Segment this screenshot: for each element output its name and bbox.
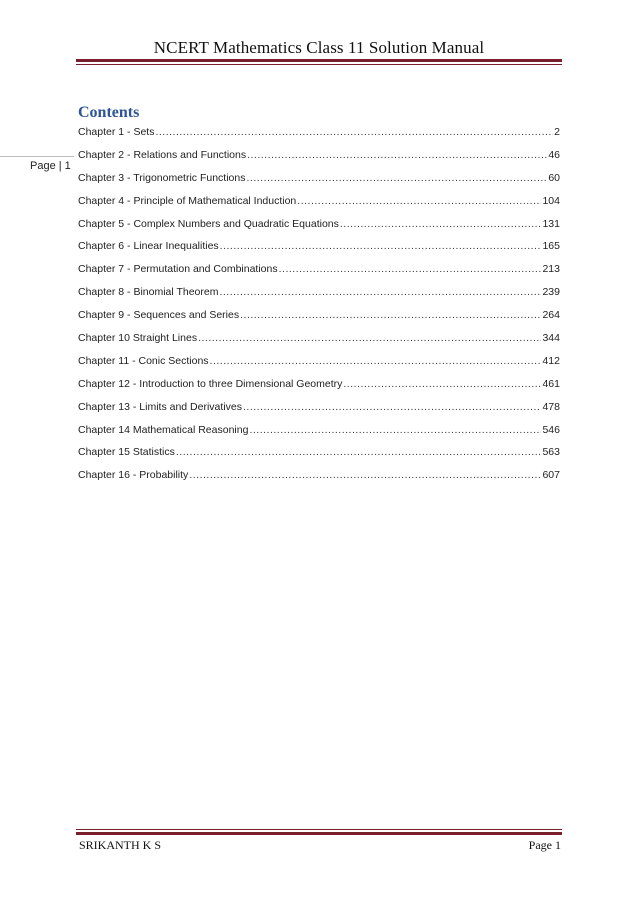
toc-entry-label: Chapter 2 - Relations and Functions xyxy=(78,148,247,161)
toc-entry[interactable] xyxy=(78,424,560,447)
footer-author: SRIKANTH K S xyxy=(79,838,162,852)
toc-entry-label: Chapter 3 - Trigonometric Functions xyxy=(78,171,246,184)
toc-entry-page: 239 xyxy=(542,286,560,299)
toc-entry-label: Chapter 5 - Complex Numbers and Quadratic Equations xyxy=(78,217,339,230)
toc-entry[interactable] xyxy=(78,378,560,401)
toc-entry-page: 2 xyxy=(554,126,560,138)
toc-leader-dots xyxy=(279,263,542,275)
toc-leader-dots xyxy=(219,286,541,298)
contents-heading: Contents xyxy=(78,104,140,121)
toc-leader-dots xyxy=(247,172,548,184)
toc-entry[interactable] xyxy=(78,149,560,172)
toc-entry-page: 412 xyxy=(542,354,560,367)
toc-entry-page: 131 xyxy=(542,217,560,230)
toc-entry[interactable] xyxy=(78,195,560,218)
toc-entry-label: Chapter 13 - Limits and Derivatives xyxy=(78,400,242,413)
header-rule-thick xyxy=(76,59,562,62)
toc-leader-dots xyxy=(247,149,547,161)
toc-entry-label: Chapter 7 - Permutation and Combinations xyxy=(78,263,278,276)
toc-entry-label: Chapter 6 - Linear Inequalities xyxy=(78,240,219,253)
toc-entry-page: 607 xyxy=(542,469,560,482)
toc-entry[interactable] xyxy=(78,469,560,492)
toc-entry-label: Chapter 9 - Sequences and Series xyxy=(78,309,240,322)
toc-entry-page: 60 xyxy=(548,171,560,184)
toc-leader-dots xyxy=(249,424,541,436)
toc-entry-label: Chapter 12 - Introduction to three Dimensional Geometry xyxy=(78,377,343,390)
toc-leader-dots xyxy=(155,126,553,138)
toc-entry-label: Chapter 14 Mathematical Reasoning xyxy=(78,423,249,436)
toc-leader-dots xyxy=(189,469,541,481)
toc-entry-page: 478 xyxy=(542,400,560,413)
toc-leader-dots xyxy=(297,195,541,207)
toc-entry[interactable] xyxy=(78,332,560,355)
toc-entry-label: Chapter 15 Statistics xyxy=(78,446,175,459)
toc-entry-page: 213 xyxy=(542,263,560,276)
toc-leader-dots xyxy=(240,309,541,321)
toc-entry-label: Chapter 10 Straight Lines xyxy=(78,332,198,345)
toc-leader-dots xyxy=(220,240,542,252)
toc-entry[interactable] xyxy=(78,401,560,424)
toc-entry-page: 46 xyxy=(548,148,560,161)
toc-entry-page: 563 xyxy=(542,446,560,459)
toc-entry[interactable] xyxy=(78,240,560,263)
toc-leader-dots xyxy=(176,446,542,458)
toc-entry[interactable] xyxy=(78,172,560,195)
toc-entry-label: Chapter 16 - Probability xyxy=(78,469,189,482)
toc-entry-page: 264 xyxy=(542,309,560,322)
header-rule-thin xyxy=(76,64,562,65)
toc-leader-dots xyxy=(340,218,542,230)
toc-leader-dots xyxy=(198,332,541,344)
side-page-label: Page | 1 xyxy=(30,160,71,172)
toc-entry[interactable] xyxy=(78,126,560,149)
toc-entry[interactable] xyxy=(78,355,560,378)
toc-entry-label: Chapter 1 - Sets xyxy=(78,126,155,138)
footer-rule-thick xyxy=(76,832,562,835)
toc-leader-dots xyxy=(210,355,542,367)
toc-entry-page: 104 xyxy=(542,194,560,207)
toc-entry[interactable] xyxy=(78,218,560,241)
toc-entry[interactable] xyxy=(78,286,560,309)
toc-entry-label: Chapter 8 - Binomial Theorem xyxy=(78,286,219,299)
toc-entry[interactable] xyxy=(78,263,560,286)
toc-entry-page: 344 xyxy=(542,332,560,345)
toc-entry-page: 546 xyxy=(542,423,560,436)
footer-rule-thin xyxy=(76,829,562,830)
toc-entry-page: 461 xyxy=(542,377,560,390)
side-line xyxy=(0,156,74,157)
toc-entry-label: Chapter 4 - Principle of Mathematical Induction xyxy=(78,194,297,207)
toc-entry[interactable] xyxy=(78,309,560,332)
toc-leader-dots xyxy=(343,378,541,390)
footer-page-number: Page 1 xyxy=(528,838,561,852)
table-of-contents xyxy=(78,126,560,492)
page-header-title: NCERT Mathematics Class 11 Solution Manual xyxy=(153,38,485,57)
toc-entry-label: Chapter 11 - Conic Sections xyxy=(78,354,209,367)
toc-leader-dots xyxy=(243,401,541,413)
toc-entry-page: 165 xyxy=(542,240,560,253)
toc-entry[interactable] xyxy=(78,446,560,469)
